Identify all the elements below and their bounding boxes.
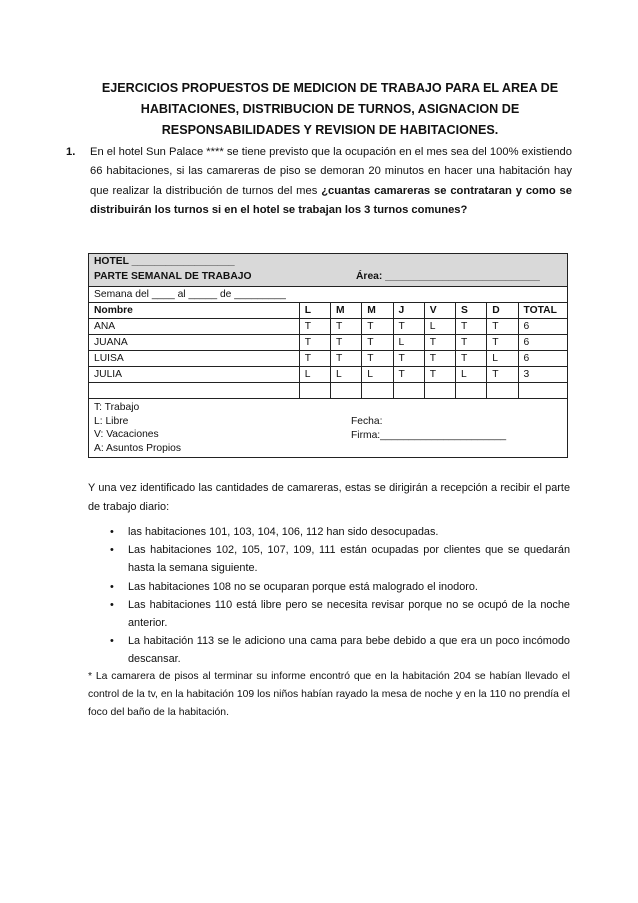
cell: L — [362, 367, 393, 383]
cell — [331, 383, 362, 399]
col-header: M — [331, 303, 362, 319]
week-label: Semana del ____ al _____ de _________ — [89, 287, 568, 303]
cell: T — [362, 319, 393, 335]
list-item — [88, 596, 570, 632]
cell: T — [424, 351, 455, 367]
cell: L — [456, 367, 487, 383]
table-row — [89, 351, 568, 367]
table-row — [89, 319, 568, 335]
sheet-header — [89, 254, 568, 287]
col-header: J — [393, 303, 424, 319]
cell: L — [487, 351, 518, 367]
question-number: 1. — [66, 146, 76, 158]
col-header: TOTAL — [518, 303, 568, 319]
cell: ANA — [89, 319, 300, 335]
cell — [299, 383, 330, 399]
cell: T — [456, 351, 487, 367]
weekly-work-sheet — [88, 253, 568, 458]
col-header: M — [362, 303, 393, 319]
intro-paragraph: Y una vez identificado las cantidades de camareras, estas se dirigirán a recepción a recibir el parte de trabajo diario: — [88, 482, 570, 513]
cell: JUANA — [89, 335, 300, 351]
cell — [424, 383, 455, 399]
cell: T — [487, 335, 518, 351]
signature-label: Firma:______________________ — [351, 429, 507, 441]
cell: T — [424, 367, 455, 383]
cell: T — [424, 335, 455, 351]
legend-item: T: Trabajo — [94, 402, 140, 413]
cell: L — [393, 335, 424, 351]
list-item-text: Las habitaciones 108 no se ocuparan porque está malogrado el inodoro. — [128, 580, 478, 593]
table-row — [89, 367, 568, 383]
table-row-empty — [89, 383, 568, 399]
col-header: V — [424, 303, 455, 319]
cell — [362, 383, 393, 399]
list-item — [88, 523, 570, 541]
bullet-icon: • — [110, 580, 114, 593]
cell: T — [362, 335, 393, 351]
list-item-text: las habitaciones 101, 103, 104, 106, 112 han sido desocupadas. — [128, 526, 439, 538]
list-item — [88, 632, 570, 668]
cell: LUISA — [89, 351, 300, 367]
table-header-row — [89, 303, 568, 319]
cell: L — [331, 367, 362, 383]
list-item — [88, 578, 570, 596]
cell — [518, 383, 568, 399]
cell: T — [456, 319, 487, 335]
question-text-bold: ¿cuantas camareras se contrataran y como se distribuirán los turnos si en el hotel se trabajan los 3 turnos comunes? — [90, 184, 572, 217]
cell: T — [393, 319, 424, 335]
cell: 6 — [518, 351, 568, 367]
legend-item: L: Libre — [94, 415, 129, 427]
cell: T — [299, 335, 330, 351]
cell: T — [362, 351, 393, 367]
cell: T — [393, 367, 424, 383]
bullet-icon: • — [110, 635, 114, 648]
cell: 6 — [518, 335, 568, 351]
cell: T — [331, 335, 362, 351]
sheet-part-row — [94, 270, 562, 285]
legend-item: A: Asuntos Propios — [94, 442, 182, 454]
bullet-icon: • — [110, 526, 114, 538]
col-header: Nombre — [89, 303, 300, 319]
document-title — [80, 78, 580, 141]
housekeeper-note: * La camarera de pisos al terminar su informe encontró que en la habitación 204 se habían llevado el control de la tv, en la habitación 109 los niños habían rayado la mesa de noche y en la 110 no prendía el foco del baño de la habitación. — [88, 671, 570, 718]
date-label: Fecha: — [351, 416, 383, 427]
cell: JULIA — [89, 367, 300, 383]
bullet-icon: • — [110, 598, 114, 611]
cell: T — [456, 335, 487, 351]
list-item — [88, 541, 570, 577]
cell: T — [487, 367, 518, 383]
cell: L — [424, 319, 455, 335]
cell: T — [487, 319, 518, 335]
area-label: Área: ___________________________ — [356, 271, 540, 282]
legend-item: V: Vacaciones — [94, 429, 159, 440]
part-label: PARTE SEMANAL DE TRABAJO — [94, 271, 252, 282]
cell: 6 — [518, 319, 568, 335]
cell: T — [331, 351, 362, 367]
cell — [393, 383, 424, 399]
list-item-text: La habitación 113 se le adiciono una cama para bebe debido a que era un poco incómodo descansar. — [128, 635, 570, 666]
question-text — [90, 143, 572, 221]
col-header: L — [299, 303, 330, 319]
cell: T — [299, 351, 330, 367]
title-line: RESPONSABILIDADES Y REVISION DE HABITACIONES. — [161, 123, 499, 137]
cell: T — [393, 351, 424, 367]
table-row — [89, 335, 568, 351]
cell: T — [299, 319, 330, 335]
question-text-plain: En el hotel Sun Palace **** se tiene previsto que la ocupación en el mes sea del 100% existiendo 66 habitaciones, si las camareras de piso se demoran 20 minutos en hacer una habitación hay que realizar la distribución de turnos del mes — [90, 146, 572, 197]
col-header: S — [456, 303, 487, 319]
list-item-text: Las habitaciones 102, 105, 107, 109, 111 están ocupadas por clientes que se quedarán hasta la semana siguiente. — [128, 544, 570, 575]
col-header: D — [487, 303, 518, 319]
cell — [89, 383, 300, 399]
title-line: EJERCICIOS PROPUESTOS DE MEDICION DE TRABAJO PARA EL AREA DE — [101, 81, 559, 95]
title-line: HABITACIONES, DISTRIBUCION DE TURNOS, ASIGNACION DE — [140, 102, 520, 116]
hotel-label: HOTEL __________________ — [94, 256, 235, 267]
cell: L — [299, 367, 330, 383]
sheet-legend — [89, 399, 568, 458]
room-status-list — [88, 523, 570, 669]
cell — [456, 383, 487, 399]
cell: T — [331, 319, 362, 335]
bullet-icon: • — [110, 544, 114, 557]
cell — [487, 383, 518, 399]
cell: 3 — [518, 367, 568, 383]
list-item-text: Las habitaciones 110 está libre pero se necesita revisar porque no se ocupó de la noche anterior. — [128, 598, 570, 630]
